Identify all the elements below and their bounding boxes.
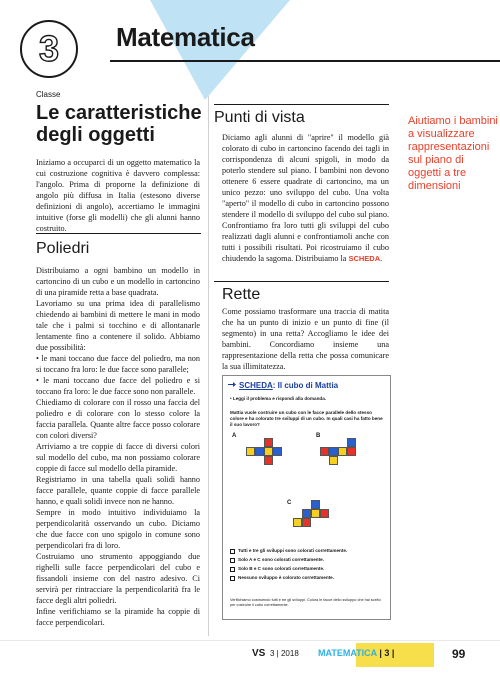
worksheet-footer: Verifichiamo costruendo tutti e tre gli sviluppi. Colora le facce dello sviluppo che hai scelto per costruire il cubo correttamente. — [230, 598, 381, 607]
poliedri-rule — [36, 233, 201, 234]
punti-text-end: . — [380, 254, 383, 263]
punti-rule — [214, 104, 389, 105]
poliedri-paragraph: • le mani toccano due facce del poliedro, ma non si toccano fra loro: le due facce sono parallele; — [36, 354, 200, 374]
net-face — [264, 456, 273, 465]
option-label: Solo A e C sono colorati correttamente. — [238, 557, 324, 562]
rette-heading: Rette — [222, 286, 261, 303]
side-note: Aiutiamo i bambini a visualizzare rappresentazioni sul piano di oggetti a tre dimensioni — [408, 115, 498, 192]
option-label: Nessuno sviluppo è colorato correttamente. — [238, 575, 334, 580]
article-title-line2: degli oggetti — [36, 124, 155, 146]
worksheet-instruction: • Leggi il problema e rispondi alla domanda. — [230, 396, 327, 401]
poliedri-paragraph: Sempre in modo intuitivo individuiamo la perpendicolarità osservando un cubo. Diciamo che due facce con uno spigolo in comune sono perpendicolari fra di loro. — [36, 508, 200, 550]
net-face — [347, 447, 356, 456]
worksheet-question: Mattia vuole costruire un cubo con le facce parallele dello stesso colore e ha colorato tre sviluppi di un cubo. In quali casi ha fatto bene il suo lavoro? — [230, 410, 383, 427]
header-rule — [110, 60, 500, 62]
net-face — [302, 518, 311, 527]
option-label: Tutti e tre gli sviluppi sono colorati correttamente. — [238, 548, 348, 553]
class-number: 3 — [38, 28, 60, 69]
poliedri-paragraph: Infine verifichiamo se la piramide ha coppie di facce perpendicolari. — [36, 607, 200, 627]
option-label: Solo B e C sono colorati correttamente. — [238, 566, 325, 571]
worksheet-title-prefix: SCHEDA — [239, 381, 273, 390]
magazine-logo: VS — [252, 648, 266, 659]
option-checkbox[interactable] — [230, 567, 235, 572]
scheda-link[interactable]: SCHEDA — [348, 254, 381, 263]
option-checkbox[interactable] — [230, 558, 235, 563]
worksheet-title — [239, 381, 338, 390]
class-label: Classe — [36, 90, 61, 99]
net-face — [320, 509, 329, 518]
net-face — [347, 438, 356, 447]
footer-rule — [0, 640, 500, 641]
net-face — [246, 447, 255, 456]
poliedri-heading: Poliedri — [36, 240, 90, 257]
net-face — [320, 447, 329, 456]
punti-text: Diciamo agli alunni di "aprire" il modello già colorato di cubo in cartoncino facendo dei tagli in corrispondenza di alcuni spigoli, in modo da poterlo stendere sul piano. I bambini non devono ottenere 6 essere quadrate di cartoncino, ma un unico pezzo: uno sviluppo del cubo. Una volta "aperto" il modello di cubo in cartoncino possono stendere il modello di sviluppo del cubo sul piano. Confrontiamo fra loro tutti gli sviluppi del cubo realizzati dagli alunni e confrontiamoli anche con tutti i possibili risultati. Poi ricostruiamo il cubo chiudendo la sagoma. Distribuiamo la — [222, 133, 389, 263]
net-face — [329, 456, 338, 465]
option-checkbox[interactable] — [230, 549, 235, 554]
net-face — [338, 447, 347, 456]
poliedri-paragraph: Chiediamo di colorare con il rosso una faccia del poliedro e di colorare con lo stesso colore la faccia parallela. Quante altre facce posso colorare con colori diversi? — [36, 398, 200, 440]
article-intro: Iniziamo a occuparci di un oggetto matematico la cui costruzione cognitiva è davvero complessa: l'angolo. Prima di proporne la definizione di angolo più diffusa in Italia (estesono diverse definizioni di angolo), accertiamo le immagini intuitive (forse gli modelli) che gli alunni hanno costruito. — [36, 158, 200, 233]
net-face — [293, 518, 302, 527]
net-face — [311, 509, 320, 518]
poliedri-paragraph: Arriviamo a tre coppie di facce di diversi colori sul modello del cubo, ma non possiamo colorare coppie di facce sul modello della piramide. — [36, 442, 200, 473]
footer-section — [318, 648, 394, 658]
article-title — [36, 102, 206, 146]
column-divider — [208, 96, 209, 636]
rette-rule — [214, 281, 389, 282]
net-face — [273, 447, 282, 456]
net-face — [255, 447, 264, 456]
net-face — [329, 447, 338, 456]
page-number: 99 — [452, 647, 466, 661]
pointing-hand-icon — [227, 380, 237, 389]
poliedri-paragraph: Registriamo in una tabella quali solidi hanno facce parallele, quante coppie di facce parallele hanno, e quali solidi invece non ne hanno. — [36, 475, 200, 506]
poliedri-paragraph: Distribuiamo a ogni bambino un modello in cartoncino di un cubo e un modello in cartoncino di una piramide retta a base quadrata. — [36, 266, 200, 297]
option-checkbox[interactable] — [230, 576, 235, 581]
class-badge — [20, 20, 78, 78]
issue-number: 3 | 2018 — [270, 649, 299, 658]
punti-heading: Punti di vista — [214, 109, 305, 126]
poliedri-paragraph: • le mani toccano due facce del poliedro e si toccano fra loro: le due facce sono non parallele. — [36, 376, 200, 396]
poliedri-paragraph: Costruiamo uno strumento appoggiando due righelli sulle facce perpendicolari del cubo e fissandoli insieme con del nastro adesivo. Ci servirà per rintracciare la perpendicolarità fra le facce degli altri poliedri. — [36, 552, 200, 605]
article-title-line1: Le caratteristiche — [36, 102, 202, 124]
net-face — [264, 438, 273, 447]
net-label-a: A — [232, 433, 237, 439]
poliedri-paragraph: Lavoriamo su una prima idea di parallelismo chiedendo ai bambini di mettere le mani in modo tale che i palmi si tocchino e di allontanarle lentamente fino a contenere il solido. Abbiamo due possibilità: — [36, 299, 200, 352]
net-label-b: B — [316, 433, 321, 439]
worksheet-title-rest: : Il cubo di Mattia — [272, 381, 339, 390]
punti-body — [222, 132, 389, 264]
footer-section-name: MATEMATICA — [318, 648, 377, 658]
poliedri-body — [36, 265, 200, 628]
net-label-c: C — [287, 500, 292, 506]
rette-body: Come possiamo trasformare una traccia di matita che ha un punto di inizio e un punto di fine (il segmento) in una retta? Accogliamo le idee dei bambini. Concordiamo insieme una rappresentazione della retta che possa comunicare la sua illimitatezza. — [222, 307, 389, 371]
net-face — [264, 447, 273, 456]
net-face — [302, 509, 311, 518]
subject-title: Matematica — [116, 22, 255, 52]
footer-section-number: | 3 | — [379, 648, 395, 658]
net-face — [311, 500, 320, 509]
